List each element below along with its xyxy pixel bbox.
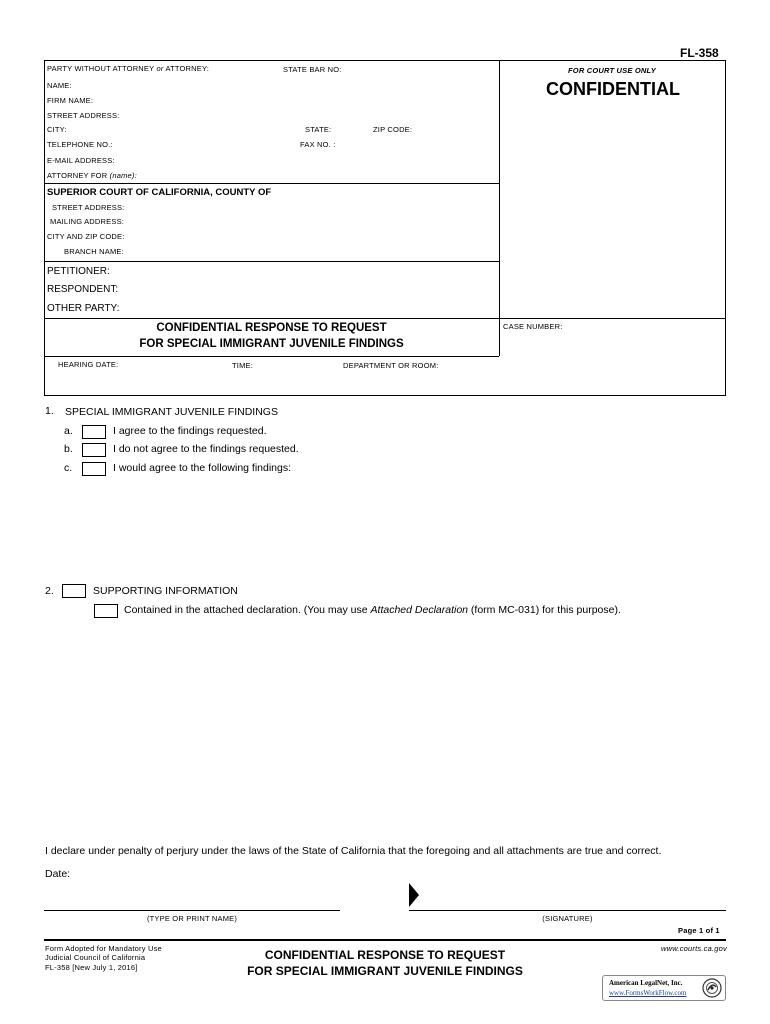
form-number: FL-358 — [680, 46, 719, 60]
form-right-border — [725, 60, 726, 396]
page-number: Page 1 of 1 — [678, 926, 720, 935]
legalnet-logo-icon — [702, 978, 722, 998]
following-findings-checkbox[interactable] — [82, 462, 106, 476]
party-without-attorney-label — [47, 64, 209, 73]
print-name-label: (TYPE OR PRINT NAME) — [146, 914, 238, 923]
party-attorney-text: ATTORNEY: — [165, 64, 210, 73]
signature-label: (SIGNATURE) — [542, 914, 593, 923]
attorney-for-label — [47, 171, 137, 180]
respondent-label: RESPONDENT: — [47, 284, 119, 295]
caption-title-line1: CONFIDENTIAL RESPONSE TO REQUEST — [156, 322, 387, 334]
caption-title-line2: FOR SPECIAL IMMIGRANT JUVENILE FINDINGS — [139, 338, 404, 350]
party-or-text: or — [156, 64, 164, 73]
section2-declaration-text — [124, 604, 621, 616]
party-label-text: PARTY WITHOUT ATTORNEY — [47, 64, 155, 73]
court-title: SUPERIOR COURT OF CALIFORNIA, COUNTY OF — [47, 187, 272, 198]
email-label: E-MAIL ADDRESS: — [47, 156, 115, 165]
signature-arrow-icon — [409, 883, 419, 907]
section2-number: 2. — [45, 585, 54, 597]
court-use-divider — [499, 60, 500, 356]
declaration-text-before: Contained in the attached declaration. (You may use — [124, 604, 371, 616]
signature-line[interactable] — [409, 910, 726, 911]
parties-block-rule — [44, 318, 726, 319]
date-label: Date: — [45, 868, 71, 880]
item-c-letter: c. — [64, 462, 73, 474]
zip-code-label: ZIP CODE: — [373, 125, 413, 134]
state-bar-label: STATE BAR NO: — [283, 65, 342, 74]
header-bottom-rule — [44, 395, 726, 396]
footer-rule — [44, 939, 726, 941]
item-a-text: I agree to the findings requested. — [113, 425, 267, 437]
time-label: TIME: — [232, 361, 253, 370]
legalnet-url-link[interactable]: www.FormsWorkFlow.com — [609, 989, 687, 997]
legalnet-name: American LegalNet, Inc. — [609, 979, 683, 987]
case-number-label: CASE NUMBER: — [503, 322, 563, 331]
attorney-block-rule — [44, 183, 499, 184]
section1-title: SPECIAL IMMIGRANT JUVENILE FINDINGS — [65, 406, 278, 418]
attorney-for-name-text: (name): — [109, 171, 137, 180]
court-use-only-label: FOR COURT USE ONLY — [568, 66, 656, 75]
court-mailing-label: MAILING ADDRESS: — [50, 217, 125, 226]
city-label: CITY: — [47, 125, 67, 134]
section1-number: 1. — [45, 405, 54, 417]
perjury-statement: I declare under penalty of perjury under the laws of the State of California that the foregoing and all attachments are true and correct. — [45, 845, 662, 857]
council-text: Judicial Council of California — [45, 953, 146, 962]
attached-declaration-checkbox[interactable] — [94, 604, 118, 618]
attorney-for-text: ATTORNEY FOR — [47, 171, 108, 180]
hearing-date-label: HEARING DATE: — [58, 360, 119, 369]
adopted-text: Form Adopted for Mandatory Use — [45, 944, 162, 953]
other-party-label: OTHER PARTY: — [47, 303, 120, 314]
agree-checkbox[interactable] — [82, 425, 106, 439]
header-top-rule — [44, 60, 726, 61]
print-name-line[interactable] — [44, 910, 340, 911]
confidential-heading: CONFIDENTIAL — [546, 79, 680, 99]
legalnet-badge — [602, 975, 726, 1001]
caption-title-rule — [44, 356, 499, 357]
name-label: NAME: — [47, 81, 72, 90]
court-branch-label: BRANCH NAME: — [64, 247, 124, 256]
petitioner-label: PETITIONER: — [47, 266, 110, 277]
court-street-label: STREET ADDRESS: — [52, 203, 125, 212]
street-address-label: STREET ADDRESS: — [47, 111, 120, 120]
telephone-label: TELEPHONE NO.: — [47, 140, 113, 149]
declaration-text-after: (form MC-031) for this purpose). — [468, 604, 621, 616]
state-label: STATE: — [305, 125, 332, 134]
supporting-info-checkbox[interactable] — [62, 584, 86, 598]
item-b-letter: b. — [64, 443, 73, 455]
court-block-rule — [44, 261, 499, 262]
footer-title-line1: CONFIDENTIAL RESPONSE TO REQUEST — [264, 948, 506, 962]
courts-website-link[interactable]: www.courts.ca.gov — [661, 944, 727, 953]
fax-label: FAX NO. : — [300, 140, 336, 149]
firm-name-label: FIRM NAME: — [47, 96, 94, 105]
item-a-letter: a. — [64, 425, 73, 437]
declaration-text-italic: Attached Declaration — [370, 604, 469, 616]
court-city-zip-label: CITY AND ZIP CODE: — [47, 232, 125, 241]
form-revision-text: FL-358 [New July 1, 2016] — [45, 963, 138, 972]
footer-title-line2: FOR SPECIAL IMMIGRANT JUVENILE FINDINGS — [247, 964, 523, 978]
disagree-checkbox[interactable] — [82, 443, 106, 457]
item-b-text: I do not agree to the findings requested. — [113, 443, 299, 455]
section2-title: SUPPORTING INFORMATION — [93, 585, 238, 597]
department-label: DEPARTMENT OR ROOM: — [343, 361, 439, 370]
item-c-text: I would agree to the following findings: — [113, 462, 292, 474]
